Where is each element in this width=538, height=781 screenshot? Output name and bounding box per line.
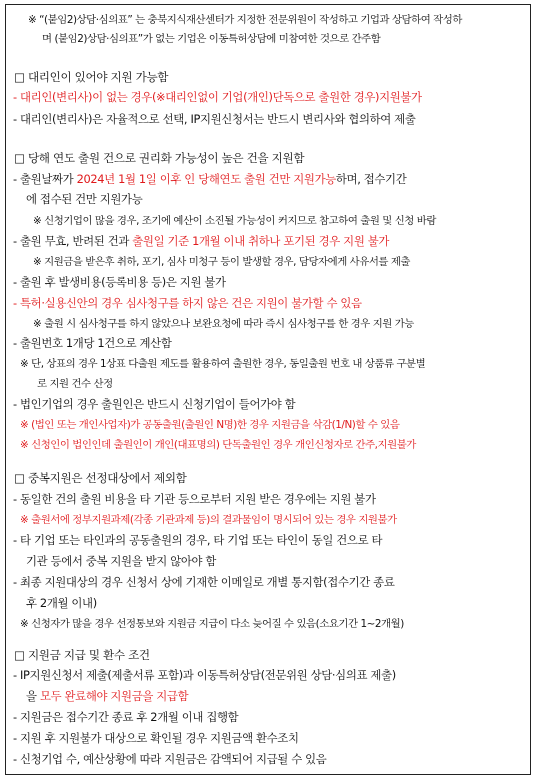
notification-rule-line1: - 최종 지원대상의 경우 신청서 상에 기재한 이메일로 개별 통지함(접수기간 종료 — [13, 575, 395, 589]
section-title-duplicate: □ 중복지원은 선정대상에서 제외함 — [14, 471, 187, 485]
section-title-payment: □ 지원금 지급 및 환수 조건 — [14, 648, 150, 662]
payment-condition-line1: - IP지원신청서 제출(제출서류 포함)과 이동특허상담(전문위원 상담·심의표 제출) — [13, 668, 396, 682]
reason-letter-note: ※ 지원금을 받은후 취하, 포기, 심사 미청구 등이 발생할 경우, 담당자에게 사유서를 제출 — [33, 256, 411, 268]
agent-selection-rule: - 대리인(변리사)은 자율적으로 선택, IP지원신청서는 반드시 변리사와 협의하여 제출 — [13, 112, 416, 126]
withdrawal-rule — [13, 233, 389, 250]
withdrawal-highlight: 출원일 기준 1개월 이내 취하나 포기된 경우 지원 불가 — [132, 234, 390, 248]
delay-note: ※ 신청자가 많을 경우 선정통보와 지원금 지급이 다소 늦어질 수 있음(소요기간 1~2개월) — [20, 618, 404, 630]
post-filing-cost-rule: - 출원 후 발생비용(등록비용 등)은 지원 불가 — [13, 275, 226, 289]
payment-condition-line2 — [26, 688, 188, 705]
agent-required-rule: - 대리인(변리사)이 없는 경우(※대리인없이 기업(개인)단독으로 출원한 경우)지원불가 — [13, 90, 422, 104]
filing-date-highlight: 2024년 1월 1일 이후 인 당해연도 출원 건만 지원가능 — [76, 172, 336, 186]
trademark-note-line2: 로 지원 건수 산정 — [37, 378, 113, 390]
section-title-current-year: □ 당해 연도 출원 건으로 권리화 가능성이 높은 건을 지원함 — [14, 151, 305, 165]
notification-rule-line2: 후 2개월 이내) — [26, 596, 97, 610]
joint-filing-note: ※ (법인 또는 개인사업자)가 공동출원(출원인 N명)한 경우 지원금을 삭감(1/N)할 수 있음 — [20, 419, 400, 431]
exam-request-rule: - 특허·실용신안의 경우 심사청구를 하지 않은 건은 지원이 불가할 수 있음 — [13, 296, 362, 310]
withdrawal-prefix: - 출원 무효, 반려된 건과 — [13, 234, 133, 248]
corporate-applicant-rule: - 법인기업의 경우 출원인은 반드시 신청기업이 들어가야 함 — [13, 397, 296, 411]
note-top-line1: ※ “(붙임2)상담·심의표” 는 충북지식재산센터가 지정한 전문위원이 작성하고 기업과 상담하여 작성하 — [28, 14, 462, 26]
filing-date-suffix: 하며, 접수기간 — [335, 172, 407, 186]
gov-project-note: ※ 출원서에 정부지원과제(각종 기관과제 등)의 결과물임이 명시되어 있는 경우 지원불가 — [20, 514, 397, 526]
exam-request-note: ※ 출원 시 심사청구를 하지 않았으나 보완요청에 따라 즉시 심사청구를 한 경우 지원 가능 — [33, 318, 414, 330]
refund-rule: - 지원 후 지원불가 대상으로 확인될 경우 지원금액 환수조치 — [13, 731, 299, 745]
individual-applicant-note: ※ 신청인이 법인인데 출원인이 개인(대표명의) 단독출원인 경우 개인신청자로 간주,지원불가 — [20, 439, 416, 451]
reduction-rule: - 신청기업 수, 예산상황에 따라 지원금은 감액되어 지급될 수 있음 — [13, 752, 327, 766]
section-title-agent: □ 대리인이 있어야 지원 가능함 — [14, 70, 169, 84]
note-top-line2: 며 (붙임2)상담·심의표”가 없는 기업은 이동특허상담에 미참여한 것으로 간주함 — [42, 33, 381, 45]
filing-date-rule — [13, 171, 406, 188]
duplicate-support-rule: - 동일한 건의 출원 비용을 타 기관 등으로부터 지원 받은 경우에는 지원 불가 — [13, 492, 376, 506]
budget-note: ※ 신청기업이 많을 경우, 조기에 예산이 소진될 가능성이 커지므로 참고하여 출원 및 신청 바람 — [33, 215, 436, 227]
filing-date-continued: 에 접수된 건만 지원가능 — [26, 192, 143, 206]
filing-date-prefix: - 출원날짜가 — [13, 172, 77, 186]
payment-timing-rule: - 지원금은 접수기간 종료 후 2개월 이내 집행함 — [13, 710, 239, 724]
application-count-rule: - 출원번호 1개당 1건으로 계산함 — [13, 336, 172, 350]
payment-condition-prefix: 을 — [26, 689, 40, 703]
joint-filing-rule-line2: 기관 등에서 중복 지원을 받지 않아야 함 — [26, 554, 217, 568]
trademark-note-line1: ※ 단, 상표의 경우 1상표 다출원 제도를 활용하여 출원한 경우, 동일출원 번호 내 상품류 구분별 — [20, 358, 426, 370]
payment-condition-highlight: 모두 완료해야 지원금을 지급함 — [39, 689, 189, 703]
joint-filing-rule-line1: - 타 기업 또는 타인과의 공동출원의 경우, 타 기업 또는 타인이 동일 건으로 타 — [13, 533, 383, 547]
notice-box — [5, 4, 531, 775]
